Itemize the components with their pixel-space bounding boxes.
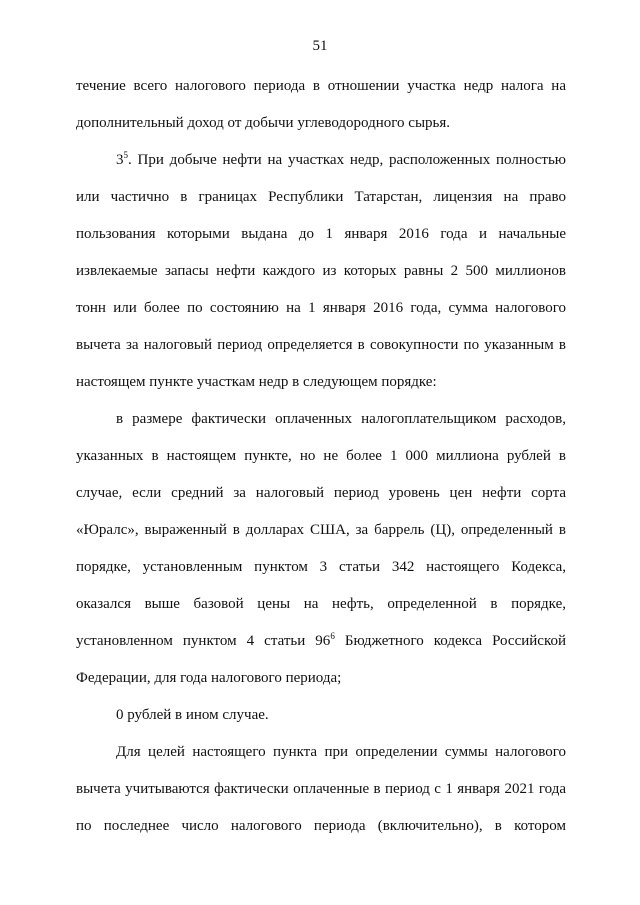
superscript: 5 xyxy=(123,150,128,160)
text-line: вычета за налоговый период определяется в совокупности по указанным в xyxy=(76,337,566,353)
text-line: или частично в границах Республики Татарстан, лицензия на право xyxy=(76,189,566,205)
text-line: дополнительный доход от добычи углеводородного сырья. xyxy=(76,115,451,131)
text-line: оказался выше базовой цены на нефть, определенной в порядке, xyxy=(76,596,566,612)
text-line: извлекаемые запасы нефти каждого из которых равны 2 500 миллионов xyxy=(76,263,566,279)
text-line: порядке, установленным пунктом 3 статьи 342 настоящего Кодекса, xyxy=(76,559,566,575)
text-line: «Юралс», выраженный в долларах США, за баррель (Ц), определенный в xyxy=(76,522,566,538)
text-line: течение всего налогового периода в отношении участка недр налога на xyxy=(76,78,566,94)
text-fragment: 3 xyxy=(116,152,124,168)
text-line: по последнее число налогового периода (включительно), в котором xyxy=(76,818,566,834)
text-line: Для целей настоящего пункта при определении суммы налогового xyxy=(116,744,566,760)
superscript: 6 xyxy=(330,631,335,641)
text-line-with-superscript xyxy=(76,631,566,651)
text-line: указанных в настоящем пункте, но не более 1 000 миллиона рублей в xyxy=(76,448,566,464)
text-line: тонн или более по состоянию на 1 января 2016 года, сумма налогового xyxy=(76,300,566,316)
text-fragment: Бюджетного кодекса Российской xyxy=(334,633,567,649)
text-line: пользования которыми выдана до 1 января 2016 года и начальные xyxy=(76,226,566,242)
text-line: 0 рублей в ином случае. xyxy=(116,707,269,723)
text-line: Федерации, для года налогового периода; xyxy=(76,670,342,686)
page-number: 51 xyxy=(312,38,328,54)
text-line: вычета учитываются фактически оплаченные в период с 1 января 2021 года xyxy=(76,781,566,797)
text-line: настоящем пункте участкам недр в следующем порядке: xyxy=(76,374,437,390)
text-fragment: . При добыче нефти на участках недр, расположенных полностью xyxy=(128,152,566,168)
text-line: в размере фактически оплаченных налогоплательщиком расходов, xyxy=(116,411,566,427)
paragraph-3-5-first-line xyxy=(116,150,566,170)
text-fragment: установленном пунктом 4 статьи 96 xyxy=(76,633,331,649)
text-line: случае, если средний за налоговый период уровень цен нефти сорта xyxy=(76,485,566,501)
